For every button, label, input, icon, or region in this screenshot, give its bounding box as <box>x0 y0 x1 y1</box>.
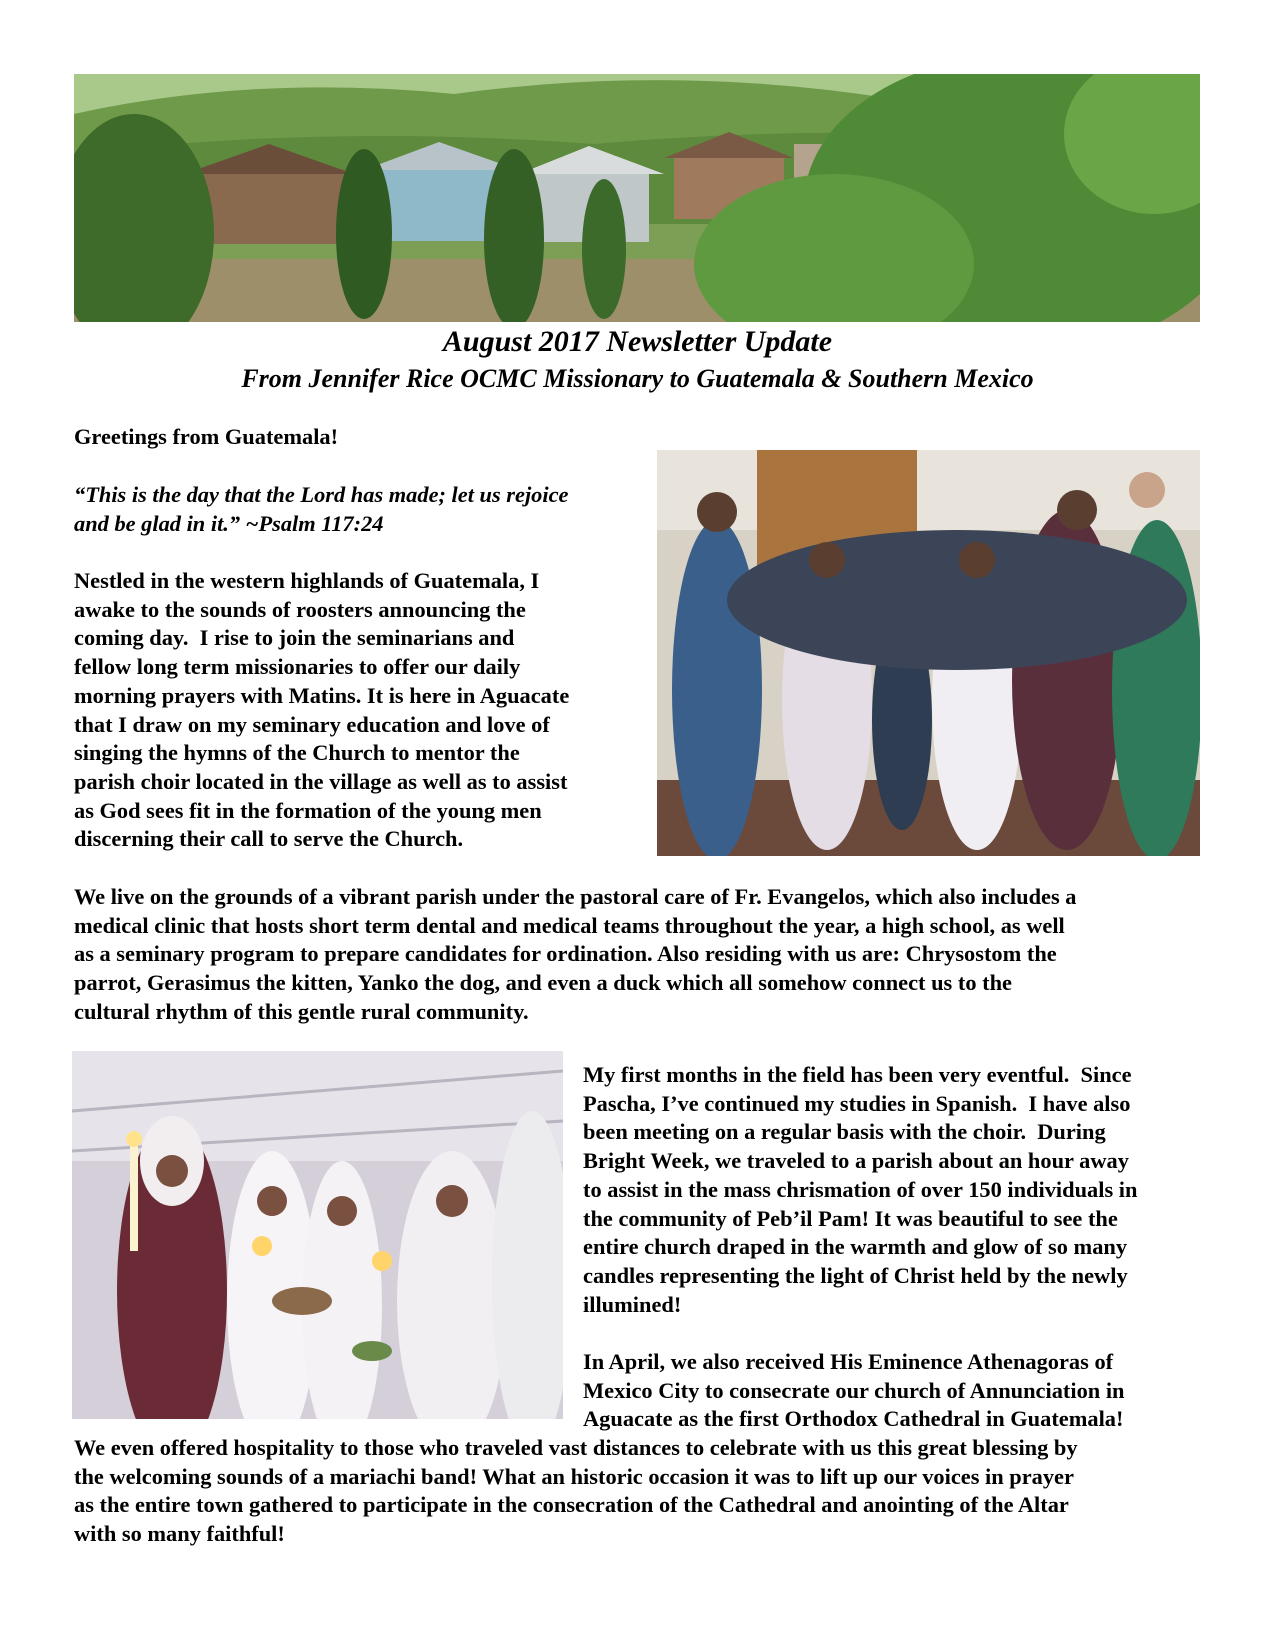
paragraph2-line: cultural rhythm of this gentle rural community. <box>74 998 529 1024</box>
paragraph1-line: fellow long term missionaries to offer our daily <box>74 654 521 680</box>
paragraph2-line: medical clinic that hosts short term dental and medical teams throughout the year, a high school, as well <box>74 912 1065 938</box>
paragraph1-line: discerning their call to serve the Church. <box>74 826 464 852</box>
paragraph4-line: Aguacate as the first Orthodox Cathedral in Guatemala! <box>583 1406 1124 1432</box>
paragraph2-line: as a seminary program to prepare candidates for ordination. Also residing with us are: Chrysostom the <box>74 941 1057 967</box>
paragraph5-line: with so many faithful! <box>74 1521 285 1547</box>
paragraph3-line: to assist in the mass chrismation of over 150 individuals in <box>583 1176 1138 1202</box>
newsletter-subtitle: From Jennifer Rice OCMC Missionary to Guatemala & Southern Mexico <box>241 364 1034 393</box>
paragraph3-line: the community of Peb’il Pam! It was beautiful to see the <box>583 1205 1118 1231</box>
paragraph1-line: coming day. I rise to join the seminarians and <box>74 625 515 651</box>
paragraph1-line: morning prayers with Matins. It is here in Aguacate <box>74 682 570 708</box>
paragraph2-line: We live on the grounds of a vibrant parish under the pastoral care of Fr. Evangelos, which also includes a <box>74 884 1077 909</box>
paragraph4-line: Mexico City to consecrate our church of Annunciation in <box>583 1377 1125 1403</box>
paragraph3-line: entire church draped in the warmth and glow of so many <box>583 1234 1128 1260</box>
paragraph3-line: Pascha, I’ve continued my studies in Spanish. I have also <box>583 1090 1131 1116</box>
paragraph5-line: We even offered hospitality to those who traveled vast distances to celebrate with us this great blessing by <box>74 1435 1078 1460</box>
paragraph1-line: parish choir located in the village as well as to assist <box>74 768 568 794</box>
paragraph1-line: awake to the sounds of roosters announcing the <box>74 596 526 622</box>
paragraph3-line: illumined! <box>583 1291 682 1317</box>
paragraph5-line: the welcoming sounds of a mariachi band! What an historic occasion it was to lift up our voices in prayer <box>74 1463 1074 1489</box>
quote-line: and be glad in it.” ~Psalm 117:24 <box>74 510 384 536</box>
banner-photo-village <box>74 74 1200 322</box>
greeting: Greetings from Guatemala! <box>74 424 339 449</box>
newsletter-title: August 2017 Newsletter Update <box>442 325 833 358</box>
paragraph2-line: parrot, Gerasimus the kitten, Yanko the dog, and even a duck which all somehow connect us to the <box>74 970 1012 996</box>
photo-parish-women-group <box>657 450 1200 856</box>
paragraph3-line: Bright Week, we traveled to a parish about an hour away <box>583 1148 1129 1174</box>
paragraph1-line: that I draw on my seminary education and love of <box>74 711 550 737</box>
photo-chrismation-candles <box>72 1051 563 1419</box>
paragraph1-line: as God sees fit in the formation of the young men <box>74 797 542 823</box>
quote-line: “This is the day that the Lord has made; let us rejoice <box>74 482 569 507</box>
paragraph3-line: candles representing the light of Christ held by the newly <box>583 1262 1128 1288</box>
paragraph1-line: singing the hymns of the Church to mentor the <box>74 740 520 766</box>
paragraph5-line: as the entire town gathered to participate in the consecration of the Cathedral and anointing of the Altar <box>74 1492 1069 1518</box>
paragraph4-line: In April, we also received His Eminence Athenagoras of <box>583 1349 1114 1374</box>
paragraph3-line: My first months in the field has been very eventful. Since <box>583 1062 1132 1087</box>
paragraph1-line: Nestled in the western highlands of Guatemala, I <box>74 568 540 593</box>
paragraph3-line: been meeting on a regular basis with the choir. During <box>583 1119 1106 1145</box>
